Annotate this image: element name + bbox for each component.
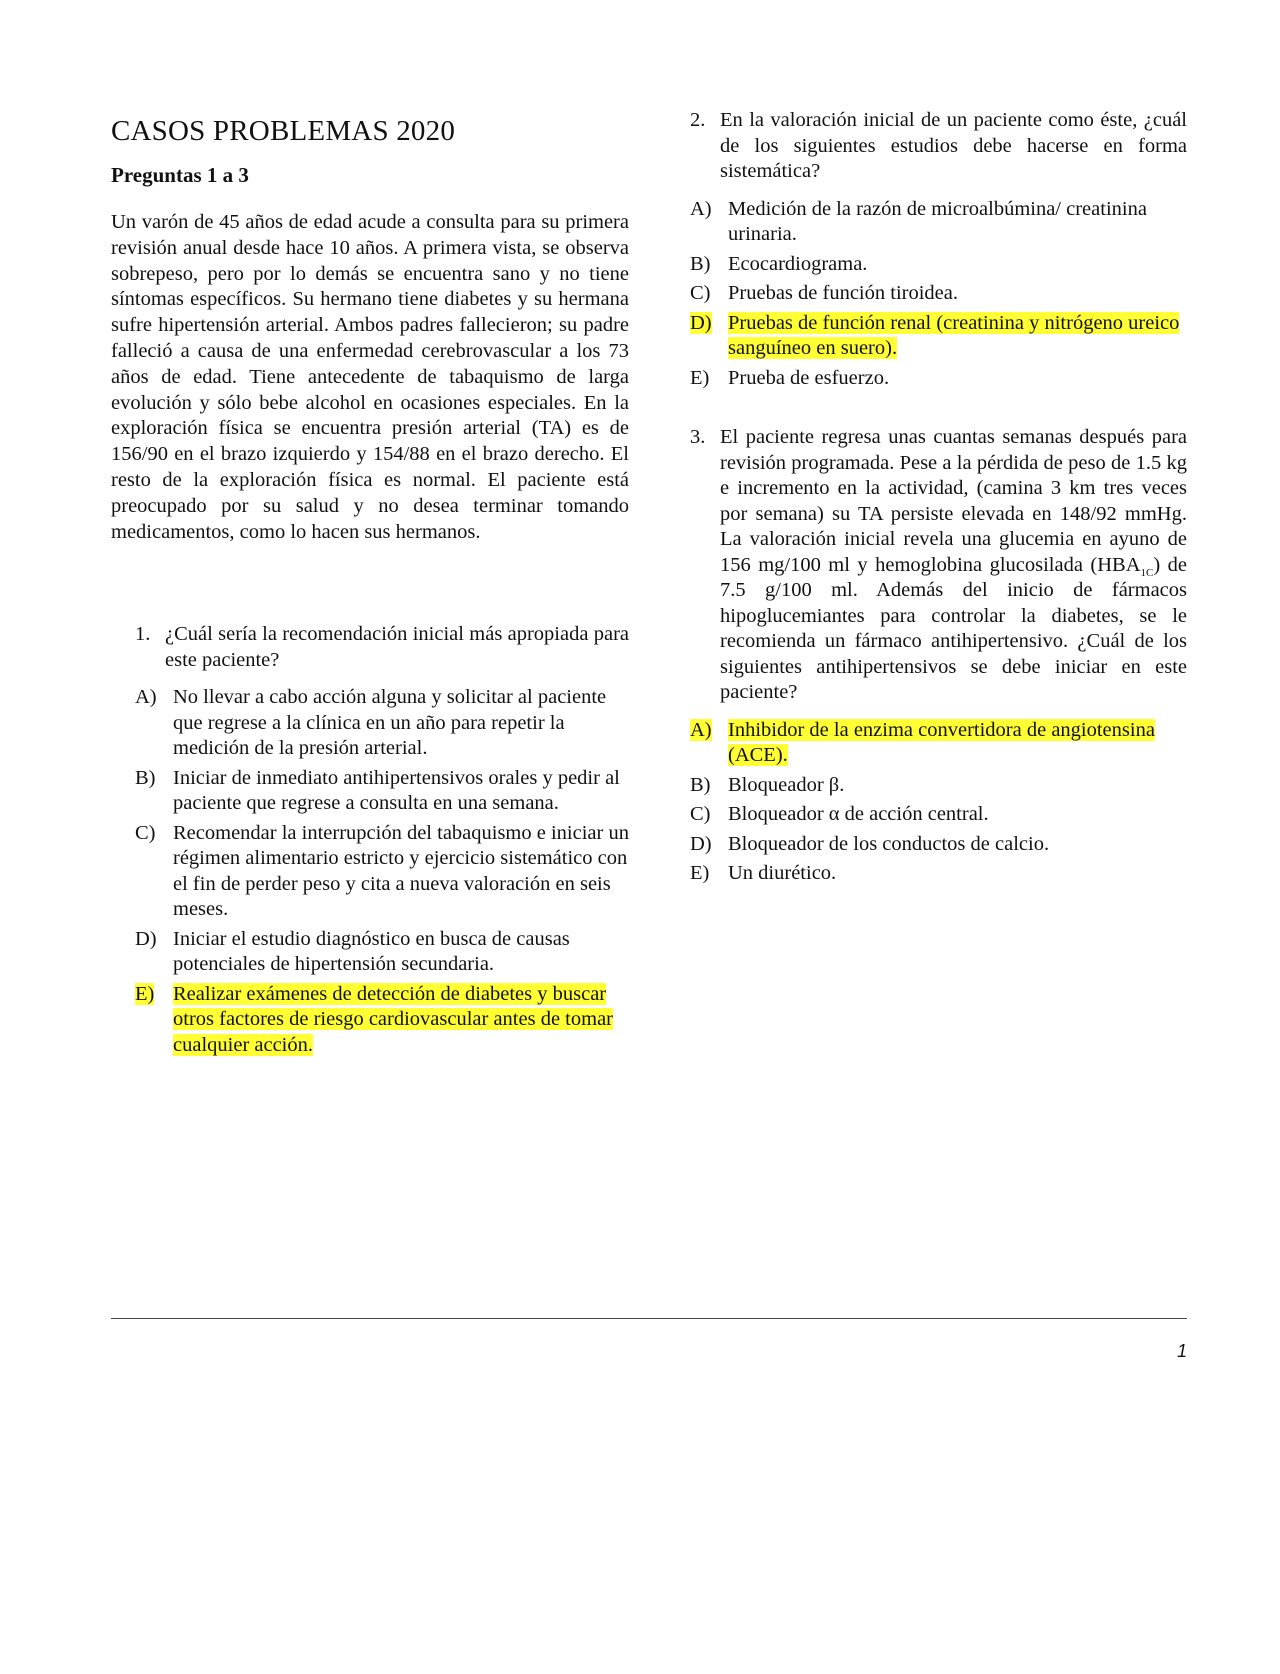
option-text: Pruebas de función renal (creatinina y nitrógeno ureico sanguíneo en suero). [728, 311, 1180, 359]
option-letter: A) [690, 718, 712, 741]
option-letter: D) [135, 927, 157, 950]
option-text: Prueba de esfuerzo. [728, 366, 890, 389]
question-text: En la valoración inicial de un paciente como éste, ¿cuál de los siguientes estudios debe hacerse en forma sistemática? [720, 109, 1187, 182]
question-number: 3. [690, 426, 706, 448]
question-1 [135, 622, 629, 1062]
question-text [720, 425, 1187, 706]
question-2 [690, 108, 1187, 395]
option-list [135, 685, 629, 1058]
option-c [690, 802, 1187, 828]
option-list [690, 197, 1187, 392]
option-letter: E) [135, 982, 155, 1005]
option-letter: E) [690, 862, 710, 884]
option-letter: C) [135, 821, 156, 844]
option-letter: B) [135, 766, 156, 789]
option-c [690, 281, 1187, 307]
question-number: 2. [690, 109, 706, 131]
option-a [690, 197, 1187, 248]
option-letter: C) [690, 282, 711, 304]
option-text: Bloqueador α de acción central. [728, 803, 989, 825]
option-text: Inhibidor de la enzima convertidora de angiotensina (ACE). [728, 718, 1155, 766]
option-d [135, 927, 629, 978]
option-letter: A) [690, 197, 712, 220]
option-d [690, 832, 1187, 858]
option-text: Un diurético. [728, 862, 837, 884]
option-list [690, 718, 1187, 887]
subscript: 1C [1140, 566, 1154, 579]
option-text: No llevar a cabo acción alguna y solicitar al paciente que regrese a la clínica en un año para repetir la medición de la presión arterial. [173, 686, 607, 759]
document-title: CASOS PROBLEMAS 2020 [111, 115, 456, 147]
option-text: Ecocardiograma. [728, 252, 868, 275]
option-text: Bloqueador de los conductos de calcio. [728, 832, 1050, 855]
option-d-highlighted-answer [690, 311, 1187, 362]
option-text: Iniciar el estudio diagnóstico en busca de causas potenciales de hipertensión secundaria. [173, 927, 570, 975]
page-number: 1 [1176, 1341, 1187, 1361]
option-e-highlighted-answer [135, 982, 629, 1059]
option-a [135, 685, 629, 762]
option-letter: D) [690, 311, 712, 334]
question-text: ¿Cuál sería la recomendación inicial más apropiada para este paciente? [165, 623, 629, 671]
question-number: 1. [135, 623, 151, 645]
option-letter: A) [135, 686, 157, 708]
question-text-part: ) de 7.5 g/100 ml. Además del inicio de fármacos hipoglucemiantes para controlar la diabetes, se le recomienda un fármaco antihipertensivo. ¿Cuál de los siguientes antihipertensivos se debe iniciar en este paciente? [720, 553, 1187, 703]
option-text: Recomendar la interrupción del tabaquismo e iniciar un régimen alimentario estricto y ejercicio sistemático con el fin de perder peso y cita a nueva valoración en seis meses. [173, 821, 629, 920]
option-e [690, 861, 1187, 887]
option-letter: B) [690, 773, 711, 796]
option-text: Pruebas de función tiroidea. [728, 282, 958, 304]
option-letter: B) [690, 252, 711, 275]
question-3 [690, 425, 1187, 891]
option-letter: D) [690, 832, 712, 855]
option-letter: E) [690, 366, 710, 389]
option-text: Iniciar de inmediato antihipertensivos orales y pedir al paciente que regrese a consulta en una semana. [173, 766, 620, 814]
case-description: Un varón de 45 años de edad acude a consulta para su primera revisión anual desde hace 10 años. A primera vista, se observa sobrepeso, pero por lo demás se encuentra sano y no tiene síntomas específicos. Su hermano tiene diabetes y su hermana sufre hipertensión arterial. Ambos padres fallecieron; su padre falleció a causa de una enfermedad cerebrovascular a los 73 años de edad. Tiene antecedente de tabaquismo de larga evolución y sólo bebe alcohol en ocasiones especiales. En la exploración física se encuentra presión arterial (TA) es de 156/90 en el brazo izquierdo y 154/88 en el brazo derecho. El resto de la exploración física es normal. El paciente está preocupado por su salud y no desea terminar tomando medicamentos, como lo hacen sus hermanos. [111, 211, 629, 543]
option-letter: C) [690, 803, 711, 825]
option-text: Medición de la razón de microalbúmina/ creatinina urinaria. [728, 197, 1147, 245]
option-b [690, 773, 1187, 799]
question-text-part: El paciente regresa unas cuantas semanas después para revisión programada. Pese a la pérdida de peso de 1.5 kg e incremento en la actividad, (camina 3 km tres veces por semana) su TA persiste elevada en 148/92 mmHg. La valoración inicial revela una glucemia en ayuno de 156 mg/100 ml y hemoglobina glucosilada (HBA [720, 426, 1187, 576]
option-c [135, 821, 629, 923]
section-subtitle: Preguntas 1 a 3 [111, 163, 249, 187]
option-text: Realizar exámenes de detección de diabetes y buscar otros factores de riesgo cardiovascular antes de tomar cualquier acción. [173, 982, 613, 1056]
option-b [690, 252, 1187, 278]
option-text: Bloqueador β. [728, 773, 845, 796]
option-e [690, 366, 1187, 392]
footer-divider [111, 1318, 1187, 1319]
option-a-highlighted-answer [690, 718, 1187, 769]
option-b [135, 766, 629, 817]
